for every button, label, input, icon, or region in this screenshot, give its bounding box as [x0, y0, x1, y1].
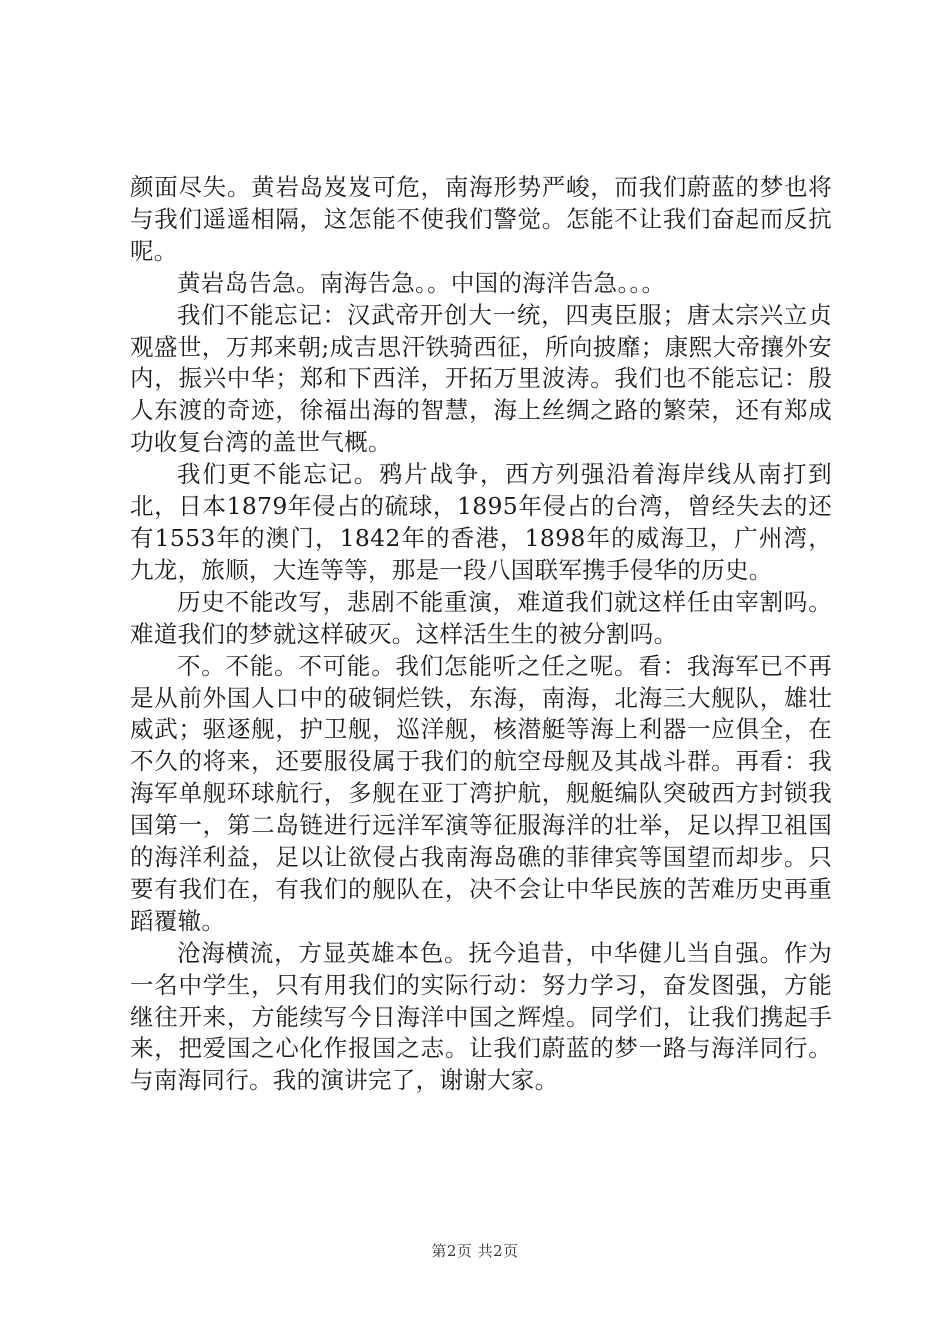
paragraph-3: 我们不能忘记：汉武帝开创大一统，四夷臣服；唐太宗兴立贞观盛世，万邦来朝;成吉思汗铁骑西征，所向披靡；康熙大帝攘外安内，振兴中华；郑和下西洋，开拓万里波涛。我们也不能忘记：殷人东渡的奇迹，徐福出海的智慧，海上丝绸之路的繁荣，还有郑成功收复台湾的盖世气概。: [130, 300, 832, 457]
paragraph-1: 颜面尽失。黄岩岛岌岌可危，南海形势严峻，而我们蔚蓝的梦也将与我们遥遥相隔，这怎能不使我们警觉。怎能不让我们奋起而反抗呢。: [130, 173, 832, 265]
paragraph-4: 我们更不能忘记。鸦片战争，西方列强沿着海岸线从南打到北，日本1879年侵占的硫球，1895年侵占的台湾，曾经失去的还有1553年的澳门，1842年的香港，1898年的威海卫，广州湾，九龙，旅顺，大连等等，那是一段八国联军携手侵华的历史。: [130, 460, 832, 584]
document-body: [130, 172, 832, 1097]
paragraph-7: 沧海横流，方显英雄本色。抚今追昔，中华健儿当自强。作为一名中学生，只有用我们的实际行动：努力学习，奋发图强，方能继往开来，方能续写今日海洋中国之辉煌。同学们，让我们携起手来，把爱国之心化作报国之志。让我们蔚蓝的梦一路与海洋同行。与南海同行。我的演讲完了，谢谢大家。: [130, 938, 832, 1095]
page-number-footer: 第2页 共2页: [431, 1242, 519, 1260]
paragraph-5: 历史不能改写，悲剧不能重演，难道我们就这样任由宰割吗。难道我们的梦就这样破灭。这样活生生的被分割吗。: [130, 587, 832, 648]
paragraph-6: 不。不能。不可能。我们怎能听之任之呢。看：我海军已不再是从前外国人口中的破铜烂铁，东海，南海，北海三大舰队，雄壮威武；驱逐舰，护卫舰，巡洋舰，核潜艇等海上利器一应俱全，在不久的将来，还要服役属于我们的航空母舰及其战斗群。再看：我海军单舰环球航行，多舰在亚丁湾护航，舰艇编队突破西方封锁我国第一，第二岛链进行远洋军演等征服海洋的壮举，足以捍卫祖国的海洋利益，足以让欲侵占我南海岛礁的菲律宾等国望而却步。只要有我们在，有我们的舰队在，决不会让中华民族的苦难历史再重蹈覆辙。: [130, 651, 832, 935]
paragraph-2: 黄岩岛告急。南海告急。。中国的海洋告急。。。: [177, 268, 666, 297]
